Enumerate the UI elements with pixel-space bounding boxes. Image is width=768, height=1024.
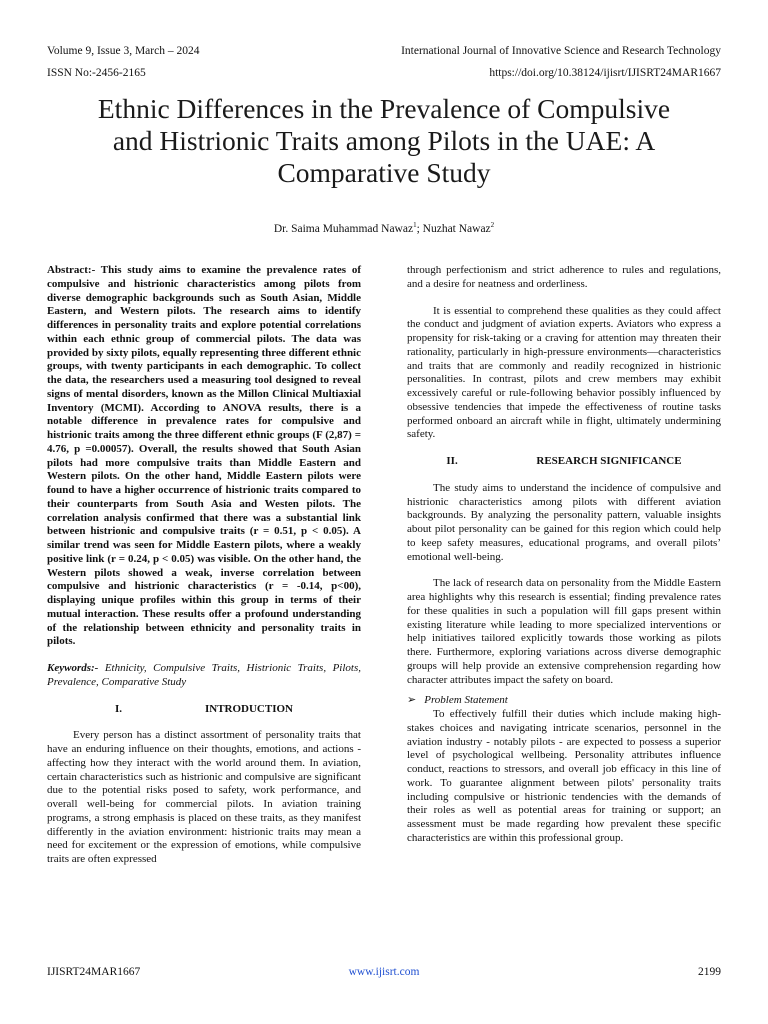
keywords-label: Keywords:- — [47, 662, 99, 674]
significance-paragraph-1: The study aims to understand the incidence of compulsive and histrionic characteristics among pilots with different aviation backgrounds. By analyzing the personality pattern, valuable insights about pilot personality can be gained for this region which could help to keep safety measures, educational programs, and overall pilots’ emotional well-being. — [407, 481, 721, 563]
section-heading-research-significance — [407, 455, 721, 469]
article-doi[interactable]: https://doi.org/10.38124/ijisrt/IJISRT24MAR1667 — [489, 67, 721, 79]
author-1: Dr. Saima Muhammad Nawaz — [273, 222, 414, 235]
section-number: I. — [114, 702, 123, 715]
journal-issn: ISSN No:-2456-2165 — [47, 67, 146, 79]
author-2-affiliation: 2 — [490, 221, 495, 229]
problem-statement-paragraph: To effectively fulfill their duties which include making high-stakes choices and navigating intricate scenarios, personnel in the aviation industry - notably pilots - are expected to possess a superior level of psychological wellbeing. Personality attributes influence conduct, reactions to stressors, and overall job efficacy in this line of work. To guarantee alignment between pilots' personality traits including compulsive or histrionic tendencies with the demands of their roles as well as potential areas for training or support; an assessment must be made regarding how prevalent these specific characteristics are within this professional group. — [407, 708, 721, 844]
right-column — [407, 264, 721, 846]
journal-name: International Journal of Innovative Science and Research Technology — [401, 45, 721, 57]
intro-paragraph-1: Every person has a distinct assortment of personality traits that have an enduring influence on their thoughts, emotions, and actions - affecting how they interact with the world around them. In aviation, certain characteristics such as histrionic and compulsive are significant due to the potential risks posed to safety, work performance, and overall well-being for commercial pilots. In aviation training programs, a strong emphasis is placed on these traits, as they manifest differently in the aviation environment: histrionic traits may mean a need for excitement or the expression of emotions, while compulsive traits are often expressed — [47, 729, 361, 865]
abstract: Abstract:- This study aims to examine the prevalence rates of compulsive and histrionic characteristics among pilots from diverse demographic backgrounds such as South Asian, Middle Eastern, and Western pilots. The research aims to identify differences in personality traits and explore potential correlations within each ethnic group of commercial pilots. The data was provided by sixty pilots, equally representing three different ethnic groups, with twenty participants in each demographic. To collect the data, the researchers used a measuring tool designed to reveal signs of mental disorders, known as the Millon Clinical Multiaxial Inventory (MCMI). According to ANOVA results, there is a notable difference in prevalence rates for compulsive and histrionic traits among the three different ethnic groups (F (2,87) = 4.76, p =0.00057). Overall, the results showed that South Asian pilots had more compulsive traits than Middle Eastern and Western pilots. On the other hand, Middle Eastern pilots were found to have a higher occurrence of histrionic traits compared to their counterparts from South Asia and Westen pilots. The correlation analysis confirmed that there was a substantial link between histrionic and compulsive traits (r = 0.51, p < 0.05). A similar trend was seen for Middle Eastern pilots, where a weakly positive link (r = 0.24, p < 0.05) was visible. On the other hand, the Western pilots showed a weak, inverse correlation between compulsive and histrionic characteristics (r = -0.14, p<00), displaying unique profiles within this group in terms of their mutual interaction. These results offer a profound understanding of the relationship between ethnicity and personality traits in pilots. — [47, 264, 361, 648]
page-number: 2199 — [698, 966, 721, 978]
significance-paragraph-2: The lack of research data on personality from the Middle Eastern area highlights why this research is essential; finding prevalence rates for these qualities in such a population will fill gaps present within existing literature while leading to more specialized interventions or help initiatives tailored explicitly towards those working as pilots there. Furthermore, exploring variations across diverse demographic groups will help provide an extensive comprehension regarding how character attributes impact the safety on board. — [407, 577, 721, 686]
keywords-text: Ethnicity, Compulsive Traits, Histrionic Traits, Pilots, Prevalence, Comparative Study — [47, 662, 361, 688]
author-1-affiliation: 1 — [413, 221, 417, 229]
arrow-bullet-icon: ➢ — [407, 694, 417, 707]
section-title: RESEARCH SIGNIFICANCE — [536, 455, 682, 467]
section-number: II. — [446, 455, 458, 467]
left-column — [47, 264, 361, 867]
subheading-problem-statement — [407, 694, 721, 708]
author-separator: ; — [416, 222, 423, 235]
author-line — [0, 221, 768, 235]
footer-website-link[interactable]: www.ijisrt.com — [348, 966, 420, 978]
subheading-label: Problem Statement — [424, 694, 508, 707]
footer-article-code: IJISRT24MAR1667 — [47, 966, 141, 978]
keywords — [47, 662, 361, 690]
author-2: Nuzhat Nawaz — [422, 222, 491, 235]
intro-paragraph-1-continued: through perfectionism and strict adherence to rules and regulations, and a desire for neatness and orderliness. — [407, 264, 721, 290]
section-title: INTRODUCTION — [204, 702, 293, 715]
paper-title: Ethnic Differences in the Prevalence of Compulsive and Histrionic Traits among Pilots in the UAE: A Comparative Study — [97, 93, 671, 188]
intro-paragraph-2: It is essential to comprehend these qualities as they could affect the conduct and judgment of aviation experts. Aviators who express a propensity for risk-taking or a craving for attention may threaten their rationality, particularly in high-pressure environments—characteristics and traits that are commonly and readily recognized in histrionic personalities. In contrast, pilots and crew members may exhibit excessively careful or rule-following behavior possibly influenced by obsessive tendencies that impede the effectiveness of routine tasks performed onboard an aircraft while in flight, ultimately undermining safety. — [407, 304, 721, 441]
journal-volume: Volume 9, Issue 3, March – 2024 — [47, 45, 200, 57]
section-heading-introduction — [47, 703, 361, 717]
